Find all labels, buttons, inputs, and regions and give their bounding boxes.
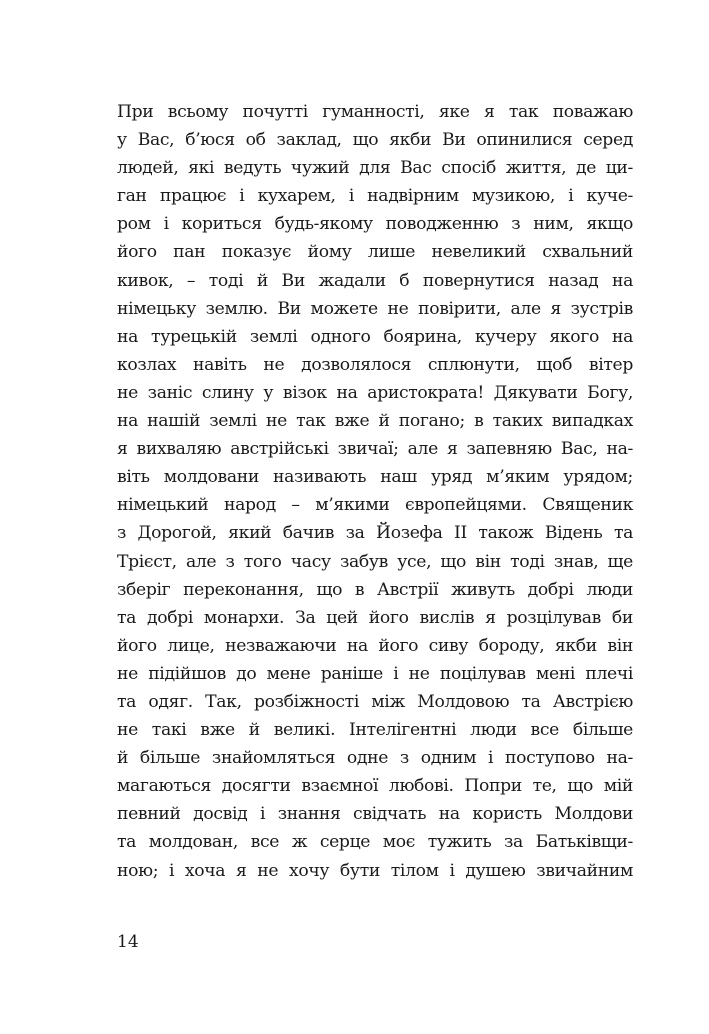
text-line: зберіг переконання, що в Австрії живуть добрі люди <box>117 579 633 600</box>
text-line: та добрі монархи. За цей його вислів я розцілував би <box>117 607 633 628</box>
text-line: його лице, незважаючи на його сиву бороду, якби він <box>117 635 633 656</box>
text-line: на нашій землі не так вже й погано; в таких випадках <box>117 411 633 432</box>
text-line: я вихваляю австрійські звичаї; але я запевняю Вас, на- <box>117 439 633 460</box>
text-line: не такі вже й великі. Інтелігентні люди все більше <box>117 720 633 741</box>
text-line: ром і кориться будь-якому поводженню з ним, якщо <box>117 214 633 235</box>
text-line: віть молдовани називають наш уряд м’яким урядом; <box>117 467 633 488</box>
text-line: німецький народ – м’якими європейцями. Священик <box>117 495 633 516</box>
text-line: й більше знайомляться одне з одним і поступово на- <box>117 748 633 769</box>
text-line: німецьку землю. Ви можете не повірити, але я зустрів <box>117 298 633 319</box>
text-line: певний досвід і знання свідчать на користь Молдови <box>117 804 633 825</box>
text-line: ною; і хоча я не хочу бути тілом і душею звичайним <box>117 860 633 881</box>
text-line: ган працює і кухарем, і надвірним музикою, і куче- <box>117 186 633 207</box>
text-line: не підійшов до мене раніше і не поцілував мені плечі <box>117 663 633 684</box>
text-line: кивок, – тоді й Ви жадали б повернутися назад на <box>117 270 633 291</box>
text-line: з Дорогой, який бачив за Йозефа II також Відень та <box>117 523 633 544</box>
text-line: Трієст, але з того часу забув усе, що він тоді знав, ще <box>117 551 633 572</box>
page-number: 14 <box>117 932 139 952</box>
text-line: на турецькій землі одного боярина, кучеру якого на <box>117 326 633 347</box>
text-line: не заніс слину у візок на аристократа! Дякувати Богу, <box>117 382 633 403</box>
text-line: у Вас, б’юся об заклад, що якби Ви опинилися серед <box>117 130 633 151</box>
text-line: та одяг. Так, розбіжності між Молдовою та Австрією <box>117 691 633 712</box>
text-line: магаються досягти взаємної любові. Попри те, що мій <box>117 776 633 797</box>
body-text <box>117 98 633 885</box>
text-line: При всьому почутті гуманності, яке я так поважаю <box>117 102 633 122</box>
text-line: та молдован, все ж серце моє тужить за Батьківщи- <box>117 832 633 853</box>
text-line: людей, які ведуть чужий для Вас спосіб життя, де ци- <box>117 158 633 179</box>
text-line: козлах навіть не дозволялося сплюнути, щоб вітер <box>117 354 633 375</box>
text-line: його пан показує йому лише невеликий схвальний <box>117 242 633 263</box>
